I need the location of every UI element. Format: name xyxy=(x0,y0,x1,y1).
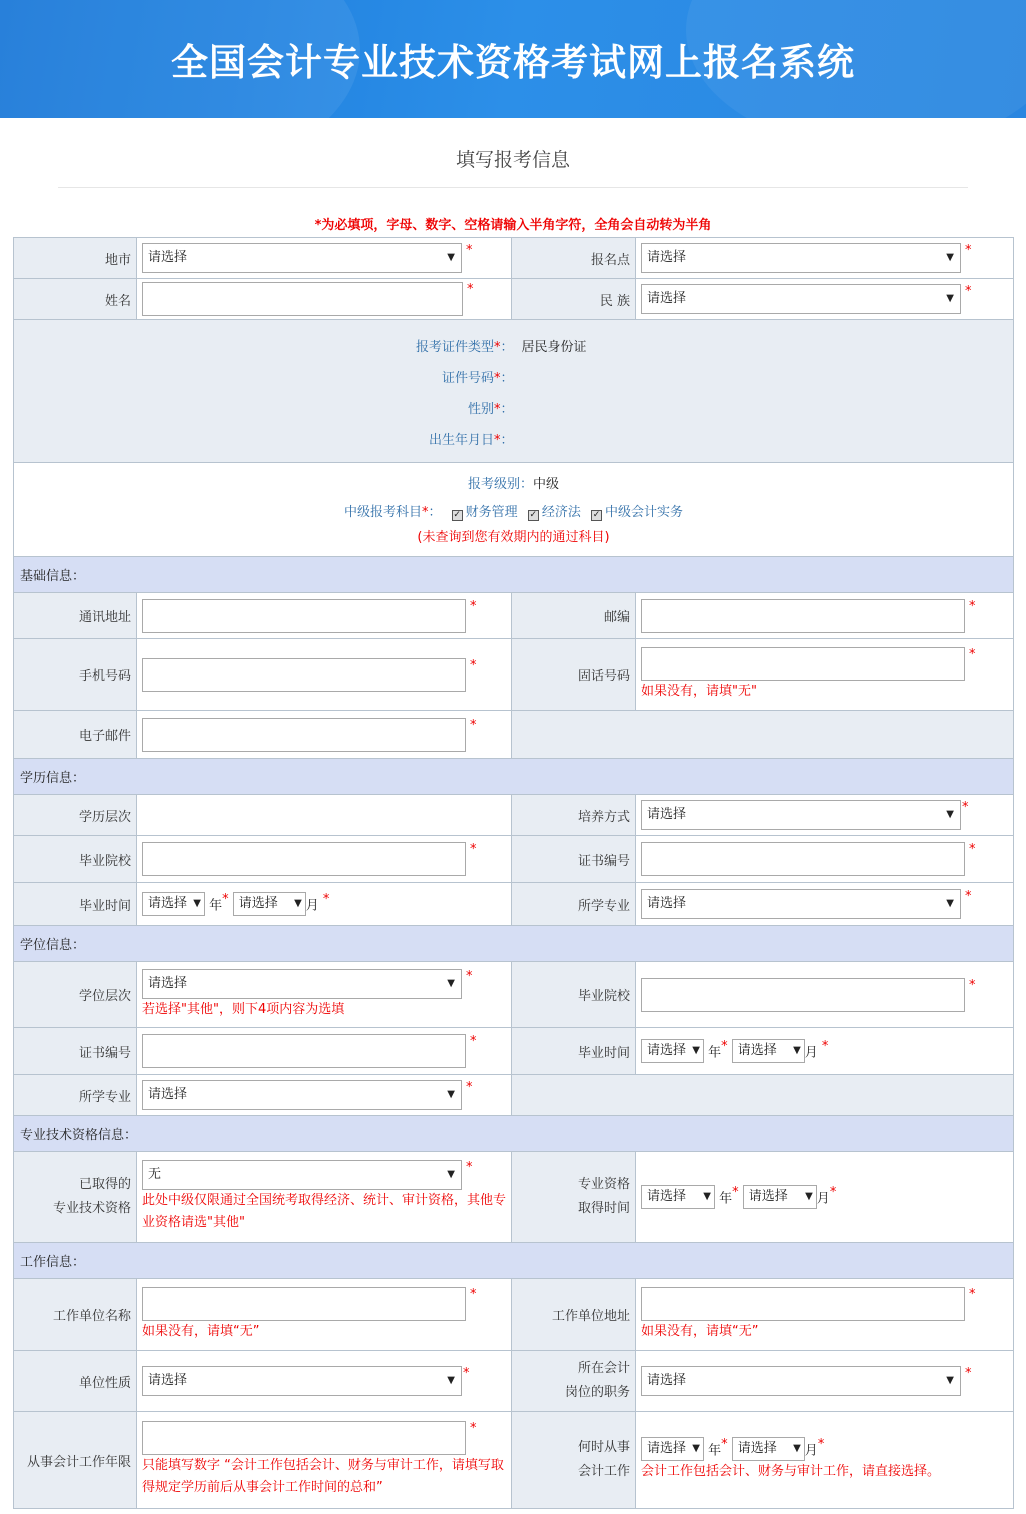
since-label-line1: 何时从事 xyxy=(577,1440,630,1455)
form-row-email: 电子邮件 * xyxy=(14,711,1014,759)
dropdown-arrow-icon: ▼ xyxy=(447,977,455,989)
level-value: 中级 xyxy=(533,476,560,492)
post-label-line1: 所在会计 xyxy=(577,1361,630,1376)
site-label: 报名点 xyxy=(512,238,636,279)
registration-form xyxy=(13,237,1014,1509)
postcode-input[interactable] xyxy=(641,599,965,633)
form-row-nature: 单位性质 请选择 ▼ * 所在会计 岗位的职务 请选择 ▼ * xyxy=(14,1351,1014,1412)
degree-cert-label: 证书编号 xyxy=(14,1028,137,1075)
edu-mode-label: 培养方式 xyxy=(512,795,636,836)
checkbox-icon[interactable]: ✓ xyxy=(592,509,601,520)
address-label: 通讯地址 xyxy=(14,593,137,639)
years-label: 从事会计工作年限 xyxy=(14,1412,137,1509)
section-qualification: 专业技术资格信息： xyxy=(14,1116,1014,1152)
section-basic: 基础信息： xyxy=(14,557,1014,593)
edu-major-label: 所学专业 xyxy=(512,883,636,926)
years-input[interactable] xyxy=(142,1421,466,1455)
email-input[interactable] xyxy=(142,718,466,752)
name-label: 姓名 xyxy=(14,279,137,320)
title-divider xyxy=(58,187,968,188)
company-hint: 如果没有，请填“无” xyxy=(142,1323,260,1339)
form-row-address: 通讯地址 * 邮编 * xyxy=(14,593,1014,639)
dropdown-arrow-icon: ▼ xyxy=(447,1089,455,1100)
section-work: 工作信息： xyxy=(14,1243,1014,1279)
checkbox-icon[interactable]: ✓ xyxy=(453,509,461,520)
form-row-mobile: 手机号码 * 固话号码 * 如果没有，请填"无" xyxy=(14,639,1014,711)
dropdown-arrow-icon: ▼ xyxy=(447,252,455,263)
years-hint: 只能填写数字 “会计工作包括会计、财务与审计工作，请填写取得规定学历前后从事会计工作时间的总和” xyxy=(142,1458,504,1495)
edu-level-label: 学历层次 xyxy=(14,795,137,836)
phone-hint: 如果没有，请填"无" xyxy=(641,683,757,699)
since-year-select[interactable]: 请选择 ▼ xyxy=(641,1437,704,1461)
qual-time-label-line1: 专业资格 xyxy=(577,1177,630,1192)
phone-label: 固话号码 xyxy=(512,639,636,711)
company-addr-hint: 如果没有，请填“无” xyxy=(641,1323,759,1339)
form-row-edu-grad: 毕业时间 请选择 ▼ 年* 请选择 ▼ 月 * 所学专业 请选择 ▼ * xyxy=(14,883,1014,926)
form-row-years: 从事会计工作年限 * 只能填写数字 “会计工作包括会计、财务与审计工作，请填写取得规定学历前后从事会计工作时间的总和” 何时从事 会计工作 请选择 ▼ 年* 请选择 ▼ 月* 会计工作包括会计、财务与审计工作，请直接选择。 xyxy=(14,1412,1014,1509)
qual-month-select[interactable]: 请选择 ▼ xyxy=(743,1185,817,1209)
doc-no-label: 证件号码 xyxy=(441,371,494,386)
degree-cert-input[interactable] xyxy=(142,1034,466,1068)
doc-type-value: 居民身份证 xyxy=(521,340,587,355)
degree-grad-month-select[interactable]: 请选择 ▼ xyxy=(732,1039,805,1063)
form-row-qualification: 已取得的 专业技术资格 无 ▼ * 此处中级仅限通过全国统考取得经济、统计、审计资格，其他专业资格请选"其他" 专业资格 取得时间 请选择 ▼ 年* 请选择 ▼ 月* xyxy=(14,1152,1014,1243)
birth-label: 出生年月日 xyxy=(428,433,494,448)
doc-type-label: 报考证件类型 xyxy=(415,340,494,355)
nation-select[interactable]: 请选择 ▼ xyxy=(641,284,961,314)
city-label: 地市 xyxy=(14,238,137,279)
company-addr-label: 工作单位地址 xyxy=(512,1279,636,1351)
edu-mode-select[interactable]: 请选择 ▼ xyxy=(641,800,961,830)
company-addr-input[interactable] xyxy=(641,1287,965,1321)
qual-year-select[interactable]: 请选择 ▼ xyxy=(641,1185,715,1209)
qual-time-label-line2: 取得时间 xyxy=(577,1201,630,1216)
edu-cert-input[interactable] xyxy=(641,842,965,876)
form-row-degree-level: 学位层次 请选择 ▼ * 若选择"其他"，则下4项内容为选填 毕业院校 * xyxy=(14,962,1014,1028)
since-month-select[interactable]: 请选择 ▼ xyxy=(732,1437,805,1461)
degree-level-hint: 若选择"其他"，则下4项内容为选填 xyxy=(142,1001,345,1017)
subject-accounting: 中级会计实务 xyxy=(604,504,683,520)
header-banner xyxy=(0,0,1026,118)
form-row-edu-level: 学历层次 培养方式 请选择 ▼ * xyxy=(14,795,1014,836)
dropdown-arrow-icon: ▼ xyxy=(946,1375,954,1386)
form-row-degree-major: 所学专业 请选择 ▼ * xyxy=(14,1075,1014,1116)
form-row-city: 地市 请选择 ▼ * 报名点 请选择 ▼ * xyxy=(14,238,1014,279)
edu-grad-month-select[interactable]: 请选择 ▼ xyxy=(233,892,306,916)
exam-block: 报考级别：中级 中级报考科目*： ✓ 财务管理 ✓ 经济法 ✓ 中级会计实务 (未查询到您有效期内的通过科目) xyxy=(14,463,1014,557)
degree-major-label: 所学专业 xyxy=(14,1075,137,1116)
degree-major-select[interactable]: 请选择 ▼ xyxy=(142,1080,462,1110)
edu-school-label: 毕业院校 xyxy=(14,836,137,883)
dropdown-arrow-icon: ▼ xyxy=(946,252,954,263)
company-label: 工作单位名称 xyxy=(14,1279,137,1351)
company-input[interactable] xyxy=(142,1287,466,1321)
nation-label: 民 族 xyxy=(512,279,636,320)
page-title: 填写报考信息 xyxy=(455,149,570,171)
mobile-input[interactable] xyxy=(142,658,466,692)
form-row-company: 工作单位名称 * 如果没有，请填“无” 工作单位地址 * 如果没有，请填“无” xyxy=(14,1279,1014,1351)
address-input[interactable] xyxy=(142,599,466,633)
form-row-name: 姓名 * 民 族 请选择 ▼ * xyxy=(14,279,1014,320)
level-label: 报考级别 xyxy=(467,476,520,492)
edu-school-input[interactable] xyxy=(142,842,466,876)
name-input[interactable] xyxy=(142,282,463,316)
since-hint: 会计工作包括会计、财务与审计工作，请直接选择。 xyxy=(641,1464,941,1479)
checkbox-icon[interactable]: ✓ xyxy=(529,509,538,520)
qual-label-line1: 已取得的 xyxy=(78,1177,131,1192)
degree-school-input[interactable] xyxy=(641,978,965,1012)
required-notice: *为必填项，字母、数字、空格请输入半角字符，全角会自动转为半角 xyxy=(314,218,712,233)
subject-finance: 财务管理 xyxy=(465,504,518,520)
form-row-edu-school: 毕业院校 * 证书编号 * xyxy=(14,836,1014,883)
form-row-degree-cert: 证书编号 * 毕业时间 请选择 ▼ 年* 请选择 ▼ 月 * xyxy=(14,1028,1014,1075)
nature-select[interactable]: 请选择 ▼ xyxy=(142,1366,462,1396)
dropdown-arrow-icon: ▼ xyxy=(447,1375,455,1386)
identity-block: 报考证件类型*： 居民身份证 证件号码*： 性别*： 出生年月日*： xyxy=(14,320,1014,463)
dropdown-arrow-icon: ▼ xyxy=(946,898,954,909)
degree-grad-year-select[interactable]: 请选择 ▼ xyxy=(641,1039,704,1063)
subjects-note: (未查询到您有效期内的通过科目) xyxy=(417,529,610,545)
system-title: 全国会计专业技术资格考试网上报名系统 xyxy=(171,41,855,84)
edu-cert-label: 证书编号 xyxy=(512,836,636,883)
subjects-label: 中级报考科目 xyxy=(344,504,423,520)
city-select[interactable]: 请选择 ▼ xyxy=(142,243,462,273)
postcode-label: 邮编 xyxy=(512,593,636,639)
degree-level-select[interactable]: 请选择 ▼ xyxy=(142,969,462,999)
mobile-label: 手机号码 xyxy=(14,639,137,711)
edu-grad-label: 毕业时间 xyxy=(14,883,137,926)
edu-grad-year-select[interactable]: 请选择 ▼ xyxy=(142,892,205,916)
degree-level-label: 学位层次 xyxy=(14,962,137,1028)
degree-grad-label: 毕业时间 xyxy=(512,1028,636,1075)
site-select[interactable]: 请选择 ▼ xyxy=(641,243,961,273)
gender-label: 性别 xyxy=(467,402,494,417)
dropdown-arrow-icon: ▼ xyxy=(946,809,954,820)
phone-input[interactable] xyxy=(641,647,965,681)
degree-school-label: 毕业院校 xyxy=(512,962,636,1028)
section-degree: 学位信息： xyxy=(14,926,1014,962)
email-label: 电子邮件 xyxy=(14,711,137,759)
nature-label: 单位性质 xyxy=(14,1351,137,1412)
post-label-line2: 岗位的职务 xyxy=(564,1385,630,1400)
qual-select[interactable]: 无 ▼ xyxy=(142,1160,462,1190)
qual-hint: 此处中级仅限通过全国统考取得经济、统计、审计资格，其他专业资格请选"其他" xyxy=(142,1193,507,1230)
dropdown-arrow-icon: ▼ xyxy=(946,293,954,304)
subject-law: 经济法 xyxy=(541,504,581,520)
qual-label-line2: 专业技术资格 xyxy=(52,1201,131,1216)
section-education: 学历信息： xyxy=(14,759,1014,795)
since-label-line2: 会计工作 xyxy=(577,1464,630,1479)
edu-major-select[interactable]: 请选择 ▼ xyxy=(641,889,961,919)
dropdown-arrow-icon: ▼ xyxy=(447,1169,455,1180)
post-select[interactable]: 请选择 ▼ xyxy=(641,1366,961,1396)
